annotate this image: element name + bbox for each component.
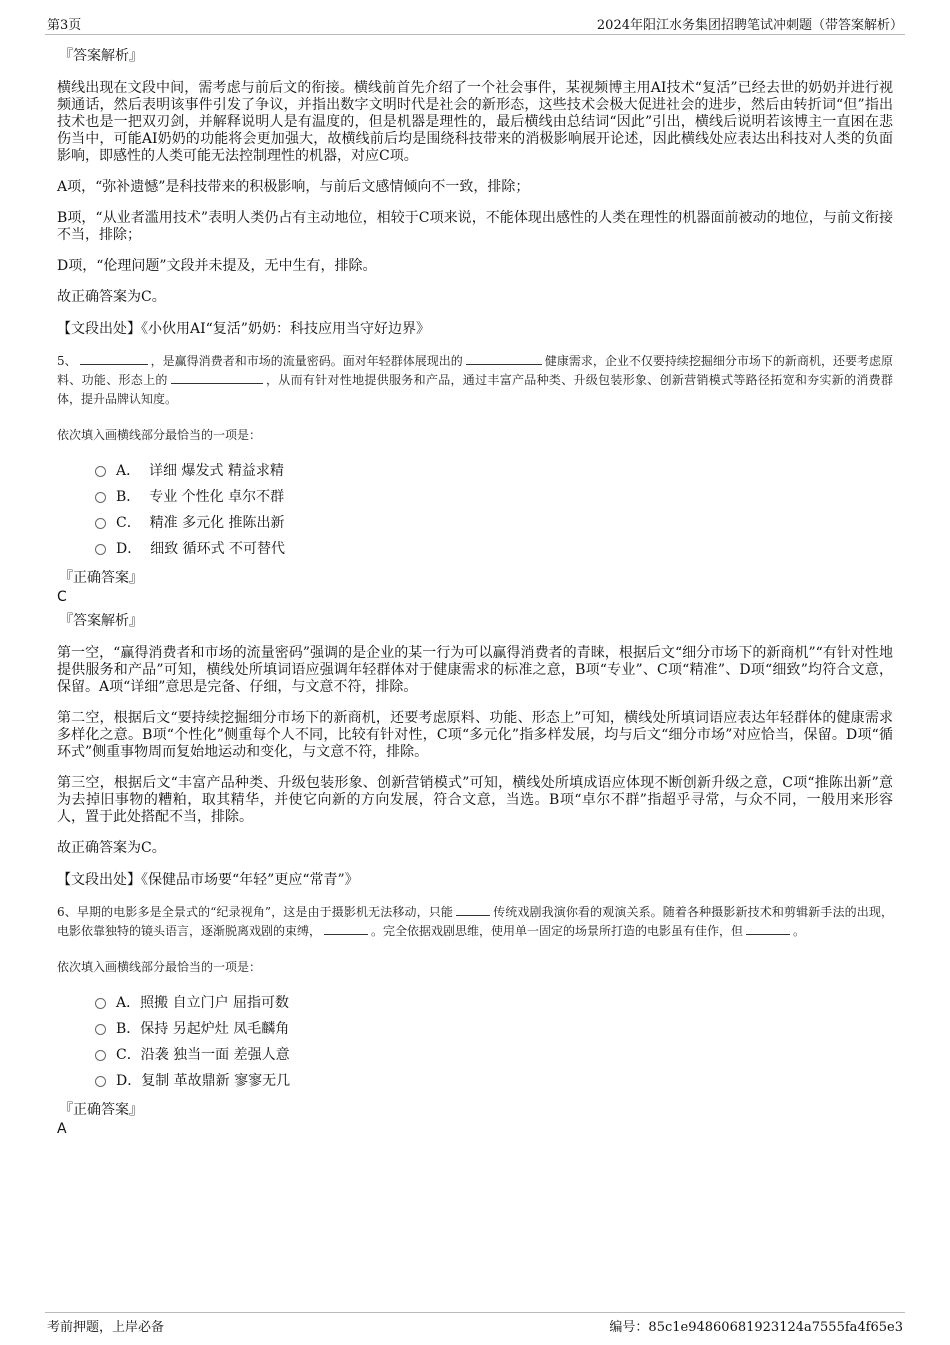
q6-instruction: 依次填入画横线部分最恰当的一项是： (57, 960, 262, 974)
q5-instruction: 依次填入画横线部分最恰当的一项是： (57, 428, 262, 442)
q5-stem (57, 352, 893, 409)
q5-options (95, 458, 893, 562)
q6-answer-label: 『正确答案』 (59, 1102, 143, 1118)
radio-icon[interactable] (95, 1050, 106, 1061)
radio-icon[interactable] (95, 544, 106, 555)
q5-analysis-label: 『答案解析』 (59, 613, 143, 629)
document-body (57, 46, 893, 1139)
q4-analysis-para: D项，“伦理问题”文段并未提及，无中生有，排除。 (57, 258, 377, 274)
option-text: 精准 多元化 推陈出新 (149, 515, 285, 531)
q6-stem-part: 。 (793, 924, 806, 938)
option-text: 复制 革故鼎新 寥寥无几 (141, 1073, 291, 1089)
option-letter: D． (116, 1073, 142, 1089)
option-letter: A． (116, 995, 141, 1011)
q4-analysis-para: 横线出现在文段中间，需考虑与前后文的衔接。横线前首先介绍了一个社会事件，某视频博主用AI技术“复活”已经去世的奶奶并进行视频通话，然后表明该事件引发了争议，并指出数字文明时代是社会的新形态，这些技术会极大促进社会的进步，然后由转折词“但”指出技术也是一把双刃剑，并解释说明人是有温度的，但是机器是理性的，最后横线由总结词“因此”引出，横线后说明若该博主一直困在悲伤当中，可能AI奶奶的功能将会更加强大，故横线前后均是围绕科技带来的消极影响展开论述，因此横线处应表达出科技对人类的负面影响，即感性的人类可能无法控制理性的机器，对应C项。 (57, 80, 893, 164)
option-letter: B． (116, 1021, 141, 1037)
q5-stem-part: 健康需求，企业不仅要持续挖掘细分市场下的新商机，还要考虑原料、功能、形态上的 (57, 354, 893, 387)
page-header (45, 14, 905, 35)
radio-icon[interactable] (95, 1076, 106, 1087)
q6-option-d[interactable] (95, 1068, 893, 1094)
option-letter: D． (116, 541, 142, 557)
option-text: 沿袭 独当一面 差强人意 (140, 1047, 290, 1063)
q6-option-a[interactable] (95, 990, 893, 1016)
q4-analysis-para: A项，“弥补遗憾”是科技带来的积极影响，与前后文感情倾向不一致，排除； (57, 179, 530, 195)
q4-analysis-para: B项，“从业者滥用技术”表明人类仍占有主动地位，相较于C项来说，不能体现出感性的人类在理性的机器面前被动的地位，与前文衔接不当，排除； (57, 210, 893, 243)
document-id: 编号：85c1e94860681923124a7555fa4f65e3 (609, 1320, 903, 1335)
radio-icon[interactable] (95, 518, 106, 529)
option-letter: A． (116, 463, 141, 479)
option-text: 细致 循环式 不可替代 (150, 541, 286, 557)
q6-stem-part: 。完全依据戏剧思维，使用单一固定的场景所打造的电影虽有佳作，但 (371, 924, 744, 938)
radio-icon[interactable] (95, 492, 106, 503)
q5-source: 【文段出处】《保健品市场要“年轻”更应“常青”》 (57, 872, 359, 888)
footer-slogan: 考前押题，上岸必备 (47, 1320, 165, 1335)
option-letter: C． (116, 1047, 141, 1063)
q6-option-b[interactable] (95, 1016, 893, 1042)
document-title: 2024年阳江水务集团招聘笔试冲刺题（带答案解析） (596, 18, 903, 33)
q6-answer: A (57, 1121, 67, 1137)
q4-analysis-label: 『答案解析』 (59, 48, 143, 64)
q5-option-b[interactable] (95, 484, 893, 510)
q5-option-a[interactable] (95, 458, 893, 484)
q5-blank-1 (80, 352, 148, 365)
q5-answer: C (57, 589, 67, 605)
radio-icon[interactable] (95, 998, 106, 1009)
q5-stem-part: 5、 (57, 354, 77, 368)
q6-blank-3 (746, 922, 790, 935)
q5-blank-3 (171, 371, 263, 384)
q5-option-d[interactable] (95, 536, 893, 562)
option-text: 详细 爆发式 精益求精 (149, 463, 284, 479)
q6-stem-part: 传统戏剧我演你看的观演关系。随着各种摄影新技术和剪辑新手法的出现，电影依靠独特的镜头语言，逐渐脱离戏剧的束缚， (57, 905, 893, 938)
option-letter: B． (116, 489, 141, 505)
q5-answer-label: 『正确答案』 (59, 570, 143, 586)
option-text: 保持 另起炉灶 凤毛麟角 (140, 1021, 290, 1037)
q6-blank-2 (324, 922, 368, 935)
q4-analysis-para: 故正确答案为C。 (57, 289, 166, 305)
q5-analysis-para: 第三空，根据后文“丰富产品种类、升级包装形象、创新营销模式”可知，横线处所填成语应体现不断创新升级之意，C项“推陈出新”意为去掉旧事物的糟粕，取其精华，并使它向新的方向发展，符合文意，当选。B项“卓尔不群”指超乎寻常，与众不同，一般用来形容人，置于此处搭配不当，排除。 (57, 775, 893, 825)
q4-source: 【文段出处】《小伙用AI“复活”奶奶：科技应用当守好边界》 (57, 321, 430, 337)
q5-analysis-para: 第二空，根据后文“要持续挖掘细分市场下的新商机，还要考虑原料、功能、形态上”可知，横线处所填词语应表达年轻群体的健康需求多样化之意。B项“个性化”侧重每个人不同，比较有针对性，C项“多元化”指多样发展，均与后文“细分市场”对应恰当，保留。D项“循环式”侧重事物周而复始地运动和变化，与文意不符，排除。 (57, 710, 893, 760)
page-number: 第3页 (47, 18, 82, 33)
q6-stem (57, 903, 893, 941)
q6-stem-part: 6、早期的电影多是全景式的“纪录视角”，这是由于摄影机无法移动，只能 (57, 905, 453, 919)
q5-stem-part: ，从而有针对性地提供服务和产品，通过丰富产品种类、升级包装形象、创新营销模式等路径拓宽和夯实新的消费群体，提升品牌认知度。 (57, 373, 893, 406)
q5-analysis-para: 第一空，“赢得消费者和市场的流量密码”强调的是企业的某一行为可以赢得消费者的青睐，根据后文“细分市场下的新商机”“有针对性地提供服务和产品”可知，横线处所填词语应强调年轻群体对于健康需求的标准之意，B项“专业”、C项“精准”、D项“细致”均符合文意，保留。A项“详细”意思是完备、仔细，与文意不符，排除。 (57, 645, 893, 695)
option-text: 照搬 自立门户 屈指可数 (140, 995, 290, 1011)
page-footer (45, 1312, 905, 1335)
q5-stem-part: ，是赢得消费者和市场的流量密码。面对年轻群体展现出的 (150, 354, 463, 368)
q5-analysis-para: 故正确答案为C。 (57, 840, 166, 856)
q6-option-c[interactable] (95, 1042, 893, 1068)
radio-icon[interactable] (95, 466, 106, 477)
q5-option-c[interactable] (95, 510, 893, 536)
option-text: 专业 个性化 卓尔不群 (149, 489, 285, 505)
radio-icon[interactable] (95, 1024, 106, 1035)
q6-options (95, 990, 893, 1094)
q5-blank-2 (466, 352, 542, 365)
option-letter: C． (116, 515, 141, 531)
q6-blank-1 (456, 903, 490, 916)
